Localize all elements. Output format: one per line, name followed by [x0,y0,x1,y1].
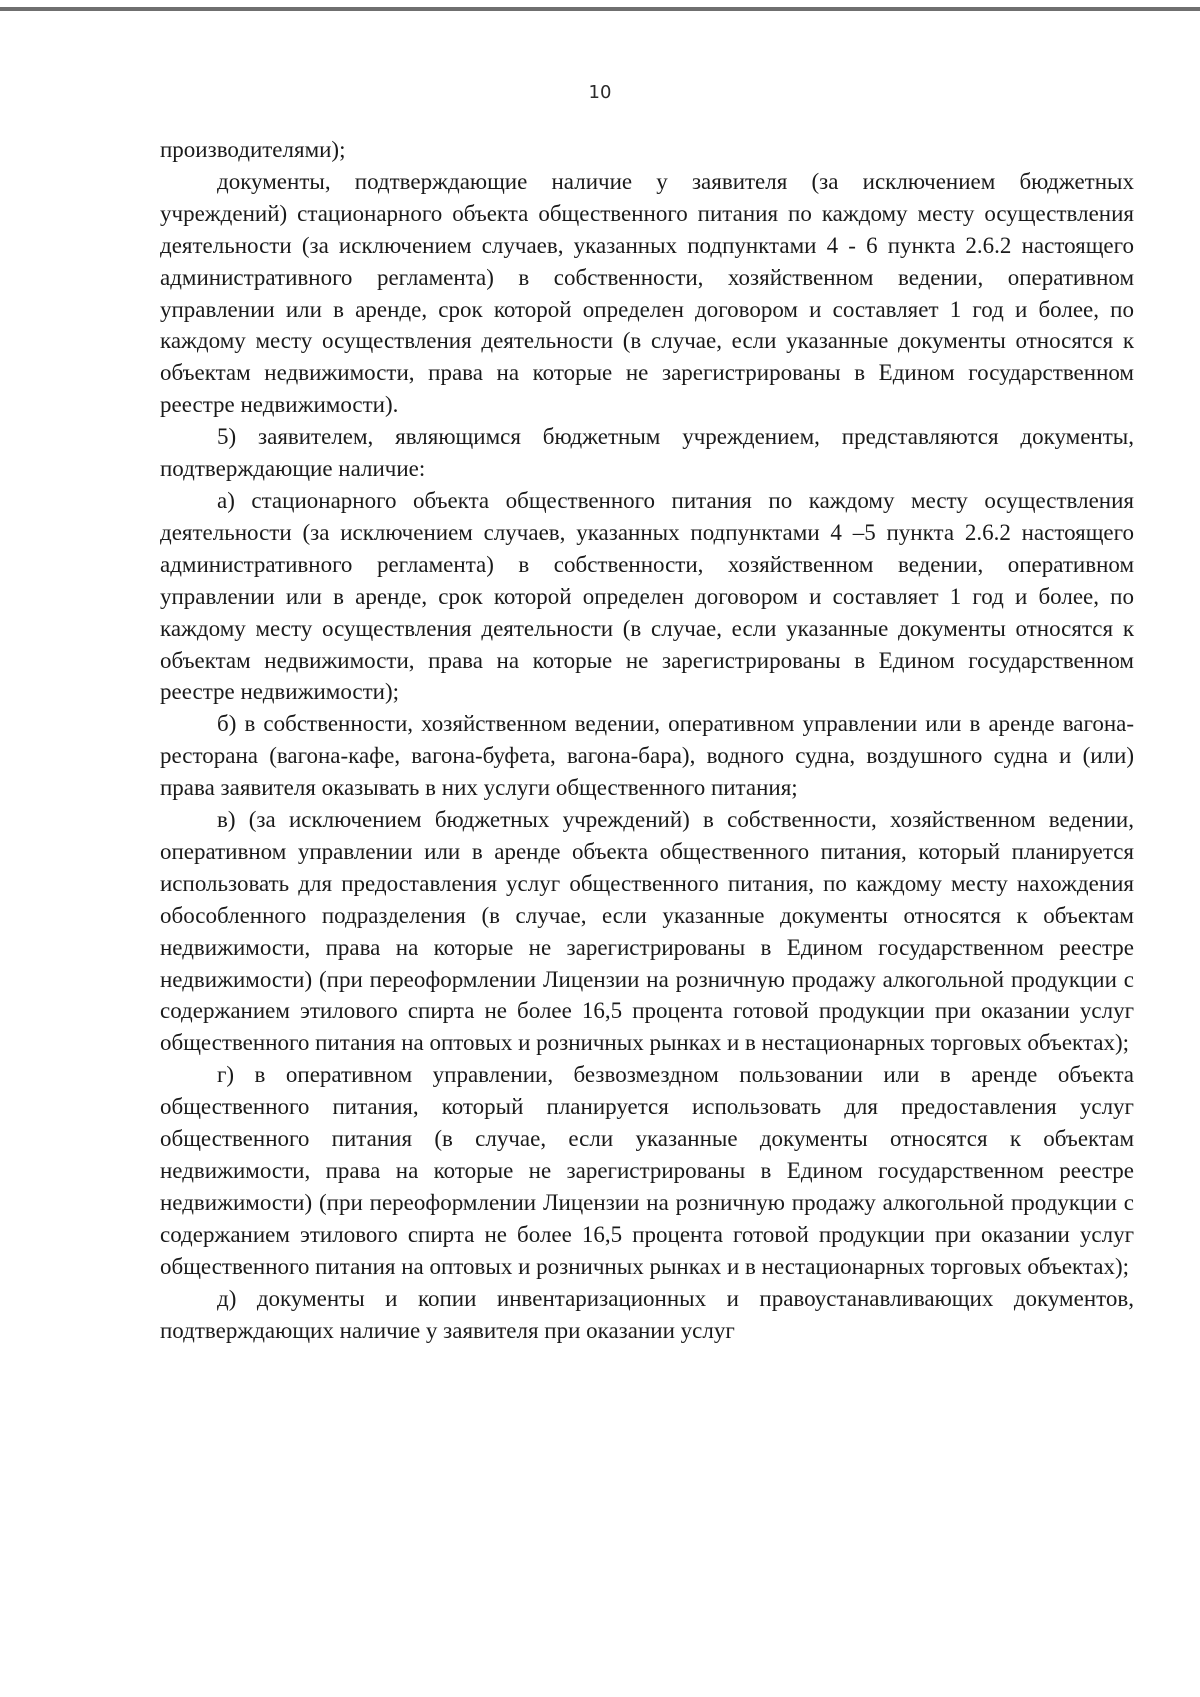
paragraph-subitem-b: б) в собственности, хозяйственном ведении, оперативном управлении или в аренде вагона-ресторана (вагона-кафе, вагона-буфета, вагона-бара), водного судна, воздушного судна и (или) права заявителя оказывать в них услуги общественного питания; [160,711,1134,801]
paragraph-item-5: 5) заявителем, являющимся бюджетным учреждением, представляются документы, подтверждающие наличие: [160,424,1134,482]
paragraph-subitem-g: г) в оперативном управлении, безвозмездном пользовании или в аренде объекта общественного питания, который планируется использовать для предоставления услуг общественного питания (в случае, если указанные документы относятся к объектам недвижимости, права на которые не зарегистрированы в Едином государственном реестре недвижимости) (при переоформлении Лицензии на розничную продажу алкогольной продукции с содержанием этилового спирта не более 16,5 процента готовой продукции при оказании услуг общественного питания на оптовых и розничных рынках и в нестационарных торговых объектах); [160,1062,1134,1279]
paragraph-continuation: производителями); [160,137,346,162]
page-number: 10 [588,82,612,103]
top-scan-border [0,7,1200,11]
paragraph-subitem-d: д) документы и копии инвентаризационных и правоустанавливающих документов, подтверждающих наличие у заявителя при оказании услуг [160,1285,1134,1343]
paragraph-subitem-a: а) стационарного объекта общественного питания по каждому месту осуществления деятельности (за исключением случаев, указанных подпунктами 4 –5 пункта 2.6.2 настоящего административного регламента) в собственности, хозяйственном ведении, оперативном управлении или в аренде, срок которой определен договором и составляет 1 год и более, по каждому месту осуществления деятельности (в случае, если указанные документы относятся к объектам недвижимости, права на которые не зарегистрированы в Едином государственном реестре недвижимости); [160,487,1134,705]
document-body [160,134,1134,1346]
paragraph-subitem-v: в) (за исключением бюджетных учреждений) в собственности, хозяйственном ведении, оперативном управлении или в аренде объекта общественного питания, который планируется использовать для предоставления услуг общественного питания, по каждому месту нахождения обособленного подразделения (в случае, если указанные документы относятся к объектам недвижимости, права на которые не зарегистрированы в Едином государственном реестре недвижимости) (при переоформлении Лицензии на розничную продажу алкогольной продукции с содержанием этилового спирта не более 16,5 процента готовой продукции при оказании услуг общественного питания на оптовых и розничных рынках и в нестационарных торговых объектах); [160,807,1134,1056]
paragraph-documents-confirming: документы, подтверждающие наличие у заявителя (за исключением бюджетных учреждений) стационарного объекта общественного питания по каждому месту осуществления деятельности (за исключением случаев, указанных подпунктами 4 - 6 пункта 2.6.2 настоящего административного регламента) в собственности, хозяйственном ведении, оперативном управлении или в аренде, срок которой определен договором и составляет 1 год и более, по каждому месту осуществления деятельности (в случае, если указанные документы относятся к объектам недвижимости, права на которые не зарегистрированы в Едином государственном реестре недвижимости). [160,168,1134,418]
